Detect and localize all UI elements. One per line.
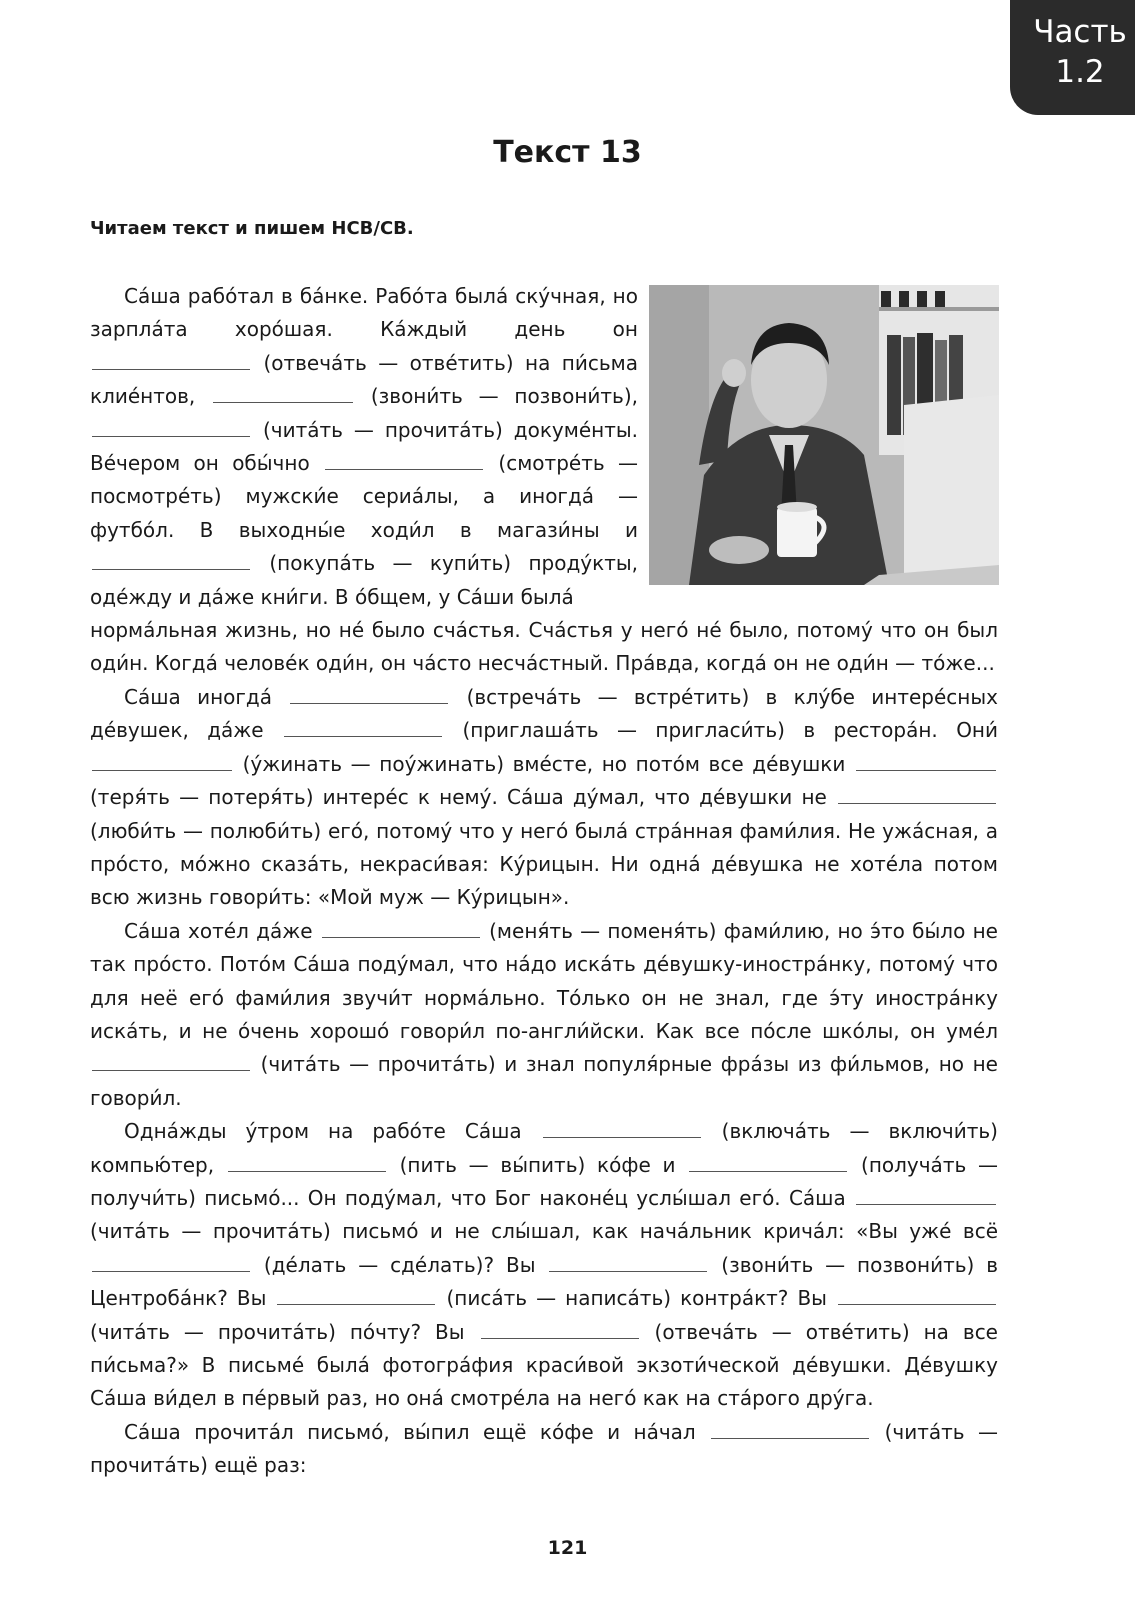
page-number: 121 <box>547 1537 588 1559</box>
answer-blank[interactable] <box>838 802 996 804</box>
answer-blank[interactable] <box>228 1170 386 1172</box>
answer-blank[interactable] <box>549 1270 707 1272</box>
answer-blank[interactable] <box>481 1337 639 1339</box>
paragraph: Са́ша хоте́л да́же (меня́ть — поменя́ть) фами́лию, но э́то бы́ло не так про́сто. Пото́м Са́ша поду́мал, что на́до иска́ть де́вушку-иностра́нку, потому́ что для неё его́ фами́лия звучи́т норма́льно. То́лько он не знал, где э́ту иностра́нку иска́ть, и не о́чень хорошо́ говори́л по-англи́йски. Как все по́сле шко́лы, он уме́л (чита́ть — прочита́ть) и знал популя́рные фра́зы из фи́льмов, но не говори́л. <box>90 918 998 1110</box>
paragraph: норма́льная жизнь, но не́ было сча́стья. Сча́стья у него́ не́ было, потому́ что он был оди́н. Когда́ челове́к оди́н, он ча́сто несча́стный. Пра́вда, когда́ он не оди́н — то́же... <box>90 618 998 676</box>
answer-blank[interactable] <box>856 769 996 771</box>
answer-blank[interactable] <box>284 735 442 737</box>
answer-blank[interactable] <box>290 702 448 704</box>
answer-blank[interactable] <box>92 769 232 771</box>
part-tab <box>1010 0 1135 115</box>
answer-blank[interactable] <box>689 1170 847 1172</box>
answer-blank[interactable] <box>92 1069 250 1071</box>
page-title: Текст 13 <box>493 135 642 170</box>
answer-blank[interactable] <box>856 1203 996 1205</box>
answer-blank[interactable] <box>92 1270 250 1272</box>
answer-blank[interactable] <box>92 568 250 570</box>
exercise-instruction: Читаем текст и пишем НСВ/СВ. <box>90 218 414 239</box>
answer-blank[interactable] <box>277 1303 435 1305</box>
answer-blank[interactable] <box>325 468 483 470</box>
answer-blank[interactable] <box>543 1136 701 1138</box>
reading-text <box>90 280 998 1483</box>
part-tab-number: 1.2 <box>1055 54 1105 90</box>
paragraph: Са́ша прочита́л письмо́, вы́пил ещё ко́фе и на́чал (чита́ть — прочита́ть) ещё раз: <box>90 1419 998 1478</box>
part-tab-label: Часть <box>1033 14 1127 50</box>
answer-blank[interactable] <box>711 1437 869 1439</box>
paragraph: Са́ша иногда́ (встреча́ть — встре́тить) в клу́бе интере́сных де́вушек, да́же (приглаша́ть — пригласи́ть) в рестора́н. Они́ (у́жинать — поу́жинать) вме́сте, но пото́м все де́вушки (теря́ть — потеря́ть) интере́с к нему́. Са́ша ду́мал, что де́вушки не (люби́ть — полюби́ть) его́, потому́ что у него́ была́ стра́нная фами́лия. Не ужа́сная, а про́сто, мо́жно сказа́ть, некраси́вая: Ку́рицын. Ни одна́ де́вушка не хоте́ла потом всю жизнь говори́ть: «Мой муж — Ку́рицын». <box>90 684 999 910</box>
answer-blank[interactable] <box>213 401 353 403</box>
answer-blank[interactable] <box>838 1303 996 1305</box>
answer-blank[interactable] <box>92 435 250 437</box>
answer-blank[interactable] <box>322 936 480 938</box>
paragraph: Са́ша рабо́тал в ба́нке. Рабо́та была́ ску́чная, но зарпла́та хоро́шая. Ка́ждый день он (отвеча́ть — отве́тить) на пи́сьма клие́нтов, (звони́ть — позвони́ть), (чита́ть — прочита́ть) докуме́нты. Ве́чером он обы́чно (смотре́ть — посмотре́ть) мужски́е сериа́лы, а иногда́ — футбо́л. В выходны́е ходи́л в магази́ны и (покупа́ть — купи́ть) проду́кты, оде́жду и да́же кни́ги. В о́бщем, у Са́ши была́ <box>90 284 639 609</box>
answer-blank[interactable] <box>92 368 250 370</box>
paragraph: Одна́жды у́тром на рабо́те Са́ша (включа́ть — включи́ть) компью́тер, (пить — вы́пить) ко́фе и (получа́ть — получи́ть) письмо́... Он поду́мал, что Бог наконе́ц услы́шал его́. Са́ша (чита́ть — прочита́ть) письмо́ и не слы́шал, как нача́льник крича́л: «Вы уже́ всё (де́лать — сде́лать)? Вы (звони́ть — позвони́ть) в Центроба́нк? Вы (писа́ть — написа́ть) контра́кт? Вы (чита́ть — прочита́ть) по́чту? Вы (отвеча́ть — отве́тить) на все пи́сьма?» В письме́ была́ фотогра́фия краси́вой экзоти́ческой де́вушки. Де́вушку Са́ша ви́дел в пе́рвый раз, но она́ смотре́ла на него́ как на ста́рого дру́га. <box>90 1119 998 1411</box>
